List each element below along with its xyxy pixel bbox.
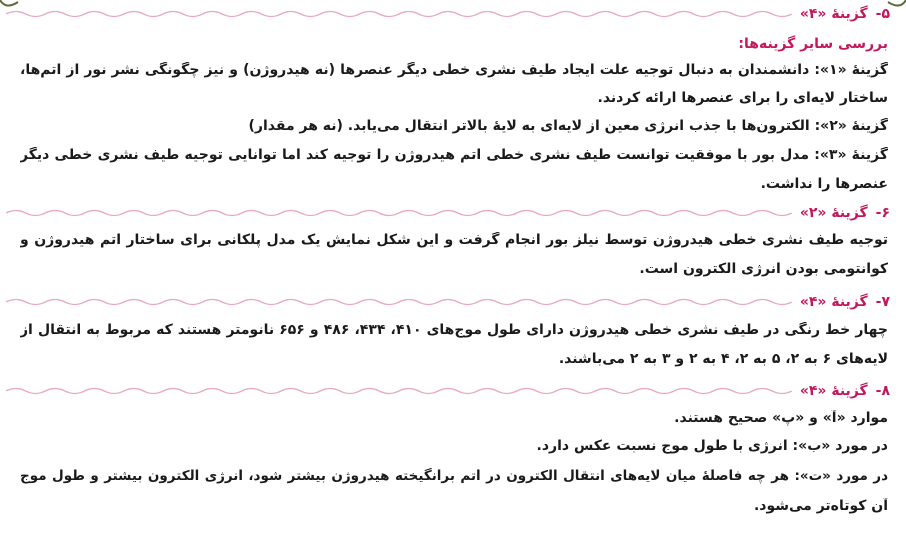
- wavy-divider: [6, 9, 792, 19]
- q5-line-1: گزینهٔ «۱»: دانشمندان به دنبال توجیه علت ایجاد طیف نشری خطی دیگر عنصرها (نه هیدروژن) و نیز چگونگی نشر نور از اتم‌ها،: [20, 62, 888, 78]
- question-7-header: [0, 291, 906, 313]
- q7-line-2: لایه‌های ۶ به ۲، ۵ به ۲، ۴ به ۲ و ۳ به ۲ می‌باشند.: [558, 351, 888, 367]
- answer-option: گزینهٔ «۲»: [799, 205, 868, 221]
- wavy-divider: [6, 297, 792, 307]
- review-subtitle: بررسی سایر گزینه‌ها:: [738, 36, 888, 52]
- wavy-divider: [6, 386, 792, 396]
- question-number: ۷-: [875, 294, 890, 310]
- question-number: ۵-: [875, 6, 890, 22]
- q6-line-1: توجیه طیف نشری خطی هیدروژن توسط نیلز بور انجام گرفت و این شکل نمایش یک مدل پلکانی برای ساختار اتم هیدروژن و: [20, 232, 888, 248]
- question-number: ۶-: [875, 205, 890, 221]
- q8-line-3: در مورد «ت»: هر چه فاصلهٔ میان لایه‌های انتقال الکترون در اتم برانگیخته هیدروژن بیشتر شود، انرژی الکترون بیشتر و طول موج: [20, 468, 888, 484]
- answer-option: گزینهٔ «۴»: [799, 294, 868, 310]
- question-6-header: [0, 202, 906, 224]
- q5-line-5: عنصرها را نداشت.: [760, 176, 888, 192]
- q5-line-3: گزینهٔ «۲»: الکترون‌ها با جذب انرژی معین از لایه‌ای به لایهٔ بالاتر انتقال می‌یابد. (نه هر مقدار): [248, 118, 888, 134]
- q8-line-4: آن کوتاه‌تر می‌شود.: [753, 498, 888, 514]
- q8-line-2: در مورد «ب»: انرژی با طول موج نسبت عکس دارد.: [536, 438, 888, 454]
- q8-line-1: موارد «آ» و «پ» صحیح هستند.: [674, 410, 888, 426]
- question-number: ۸-: [875, 383, 890, 399]
- question-5-header: [0, 3, 906, 25]
- answer-option: گزینهٔ «۴»: [799, 6, 868, 22]
- q6-line-2: کوانتومی بودن انرژی الکترون است.: [639, 261, 888, 277]
- wavy-divider: [6, 208, 792, 218]
- q5-line-4: گزینهٔ «۳»: مدل بور با موفقیت توانست طیف نشری خطی اتم هیدروژن را توجیه کند اما توانایی توجیه طیف نشری خطی دیگر: [20, 147, 888, 163]
- question-8-header: [0, 380, 906, 402]
- answer-option: گزینهٔ «۴»: [799, 383, 868, 399]
- q7-line-1: چهار خط رنگی در طیف نشری خطی هیدروژن دارای طول موج‌های ۴۱۰، ۴۳۴، ۴۸۶ و ۶۵۶ نانومتر هستند که مربوط به انتقال از: [20, 322, 888, 338]
- q5-line-2: ساختار لایه‌ای را برای عنصرها ارائه کردند.: [597, 90, 888, 106]
